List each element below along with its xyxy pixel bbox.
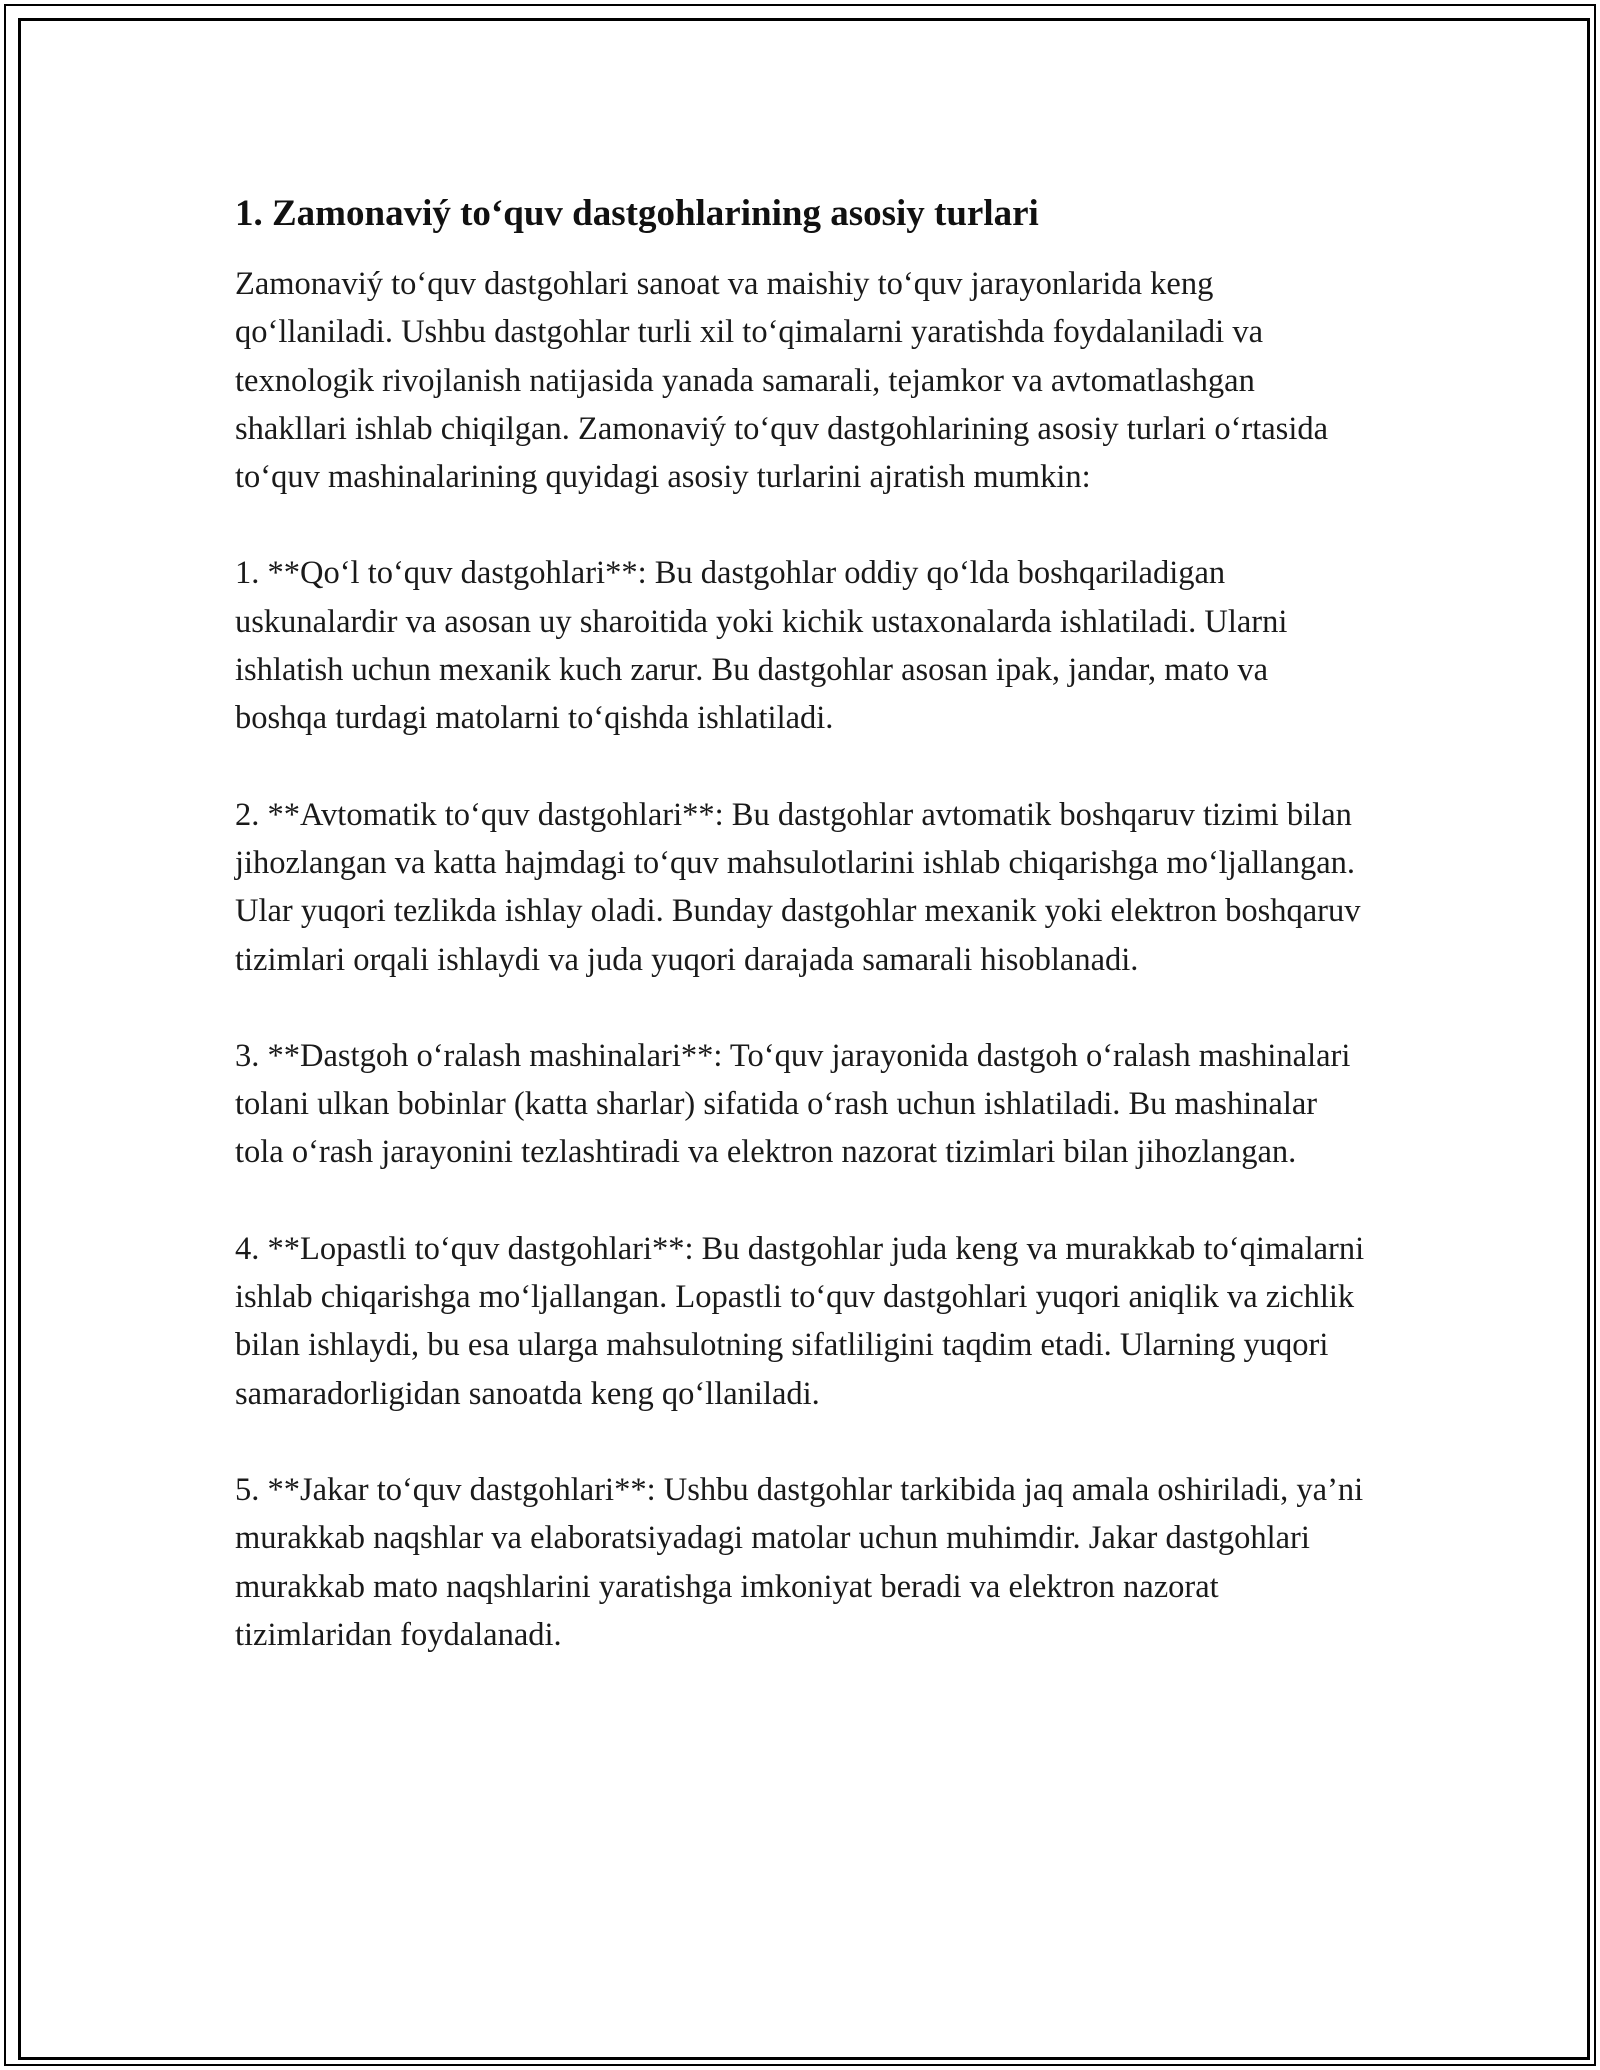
list-item-hand-looms: 1. **Qo‘l to‘quv dastgohlari**: Bu dastgohlar oddiy qo‘lda boshqariladigan uskunalardir va asosan uy sharoitida yoki kichik ustaxonalarda ishlatiladi. Ularni ishlatish uchun mexanik kuch zarur. Bu dastgohlar asosan ipak, jandar, mato va boshqa turdagi matolarni to‘qishda ishlatiladi. — [235, 555, 1288, 737]
list-item-winding-machines: 3. **Dastgoh o‘ralash mashinalari**: To‘quv jarayonida dastgoh o‘ralash mashinalari tolani ulkan bobinlar (katta sharlar) sifatida o‘rash uchun ishlatiladi. Bu mashinalar tola o‘rash jarayonini tezlashtiradi va elektron nazorat tizimlari bilan jihozlangan. — [235, 1037, 1351, 1171]
list-item-jacquard-looms: 5. **Jakar to‘quv dastgohlari**: Ushbu dastgohlar tarkibida jaq amala oshiriladi, ya’ni murakkab naqshlar va elaboratsiyadagi matolar uchun muhimdir. Jakar dastgohlari murakkab mato naqshlarini yaratishga imkoniyat beradi va elektron nazorat tizimlaridan foydalanadi. — [235, 1471, 1364, 1653]
section-heading: 1. Zamonaviý to‘quv dastgohlarining asosiy turlari — [235, 193, 1039, 234]
list-item-rapier-looms: 4. **Lopastli to‘quv dastgohlari**: Bu dastgohlar juda keng va murakkab to‘qimalarni ishlab chiqarishga mo‘ljallangan. Lopastli to‘quv dastgohlari yuqori aniqlik va zichlik bilan ishlaydi, bu esa ularga mahsulotning sifatliligini taqdim etadi. Ularning yuqori samaradorligidan sanoatda keng qo‘llaniladi. — [235, 1230, 1365, 1412]
intro-paragraph: Zamonaviý to‘quv dastgohlari sanoat va maishiy to‘quv jarayonlarida keng qo‘llaniladi. Ushbu dastgohlar turli xil to‘qimalarni yaratishda foydalaniladi va texnologik rivojlanish natijasida yanada samarali, tejamkor va avtomatlashgan shakllari ishlab chiqilgan. Zamonaviý to‘quv dastgohlarining asosiy turlari o‘rtasida to‘quv mashinalarining quyidagi asosiy turlarini ajratish mumkin: — [235, 266, 1329, 496]
list-item-automatic-looms: 2. **Avtomatik to‘quv dastgohlari**: Bu dastgohlar avtomatik boshqaruv tizimi bilan jihozlangan va katta hajmdagi to‘quv mahsulotlarini ishlab chiqarishga mo‘ljallangan. Ular yuqori tezlikda ishlay oladi. Bunday dastgohlar mexanik yoki elektron boshqaruv tizimlari orqali ishlaydi va juda yuqori darajada samarali hisoblanadi. — [235, 796, 1361, 978]
document-body — [235, 186, 1365, 1707]
